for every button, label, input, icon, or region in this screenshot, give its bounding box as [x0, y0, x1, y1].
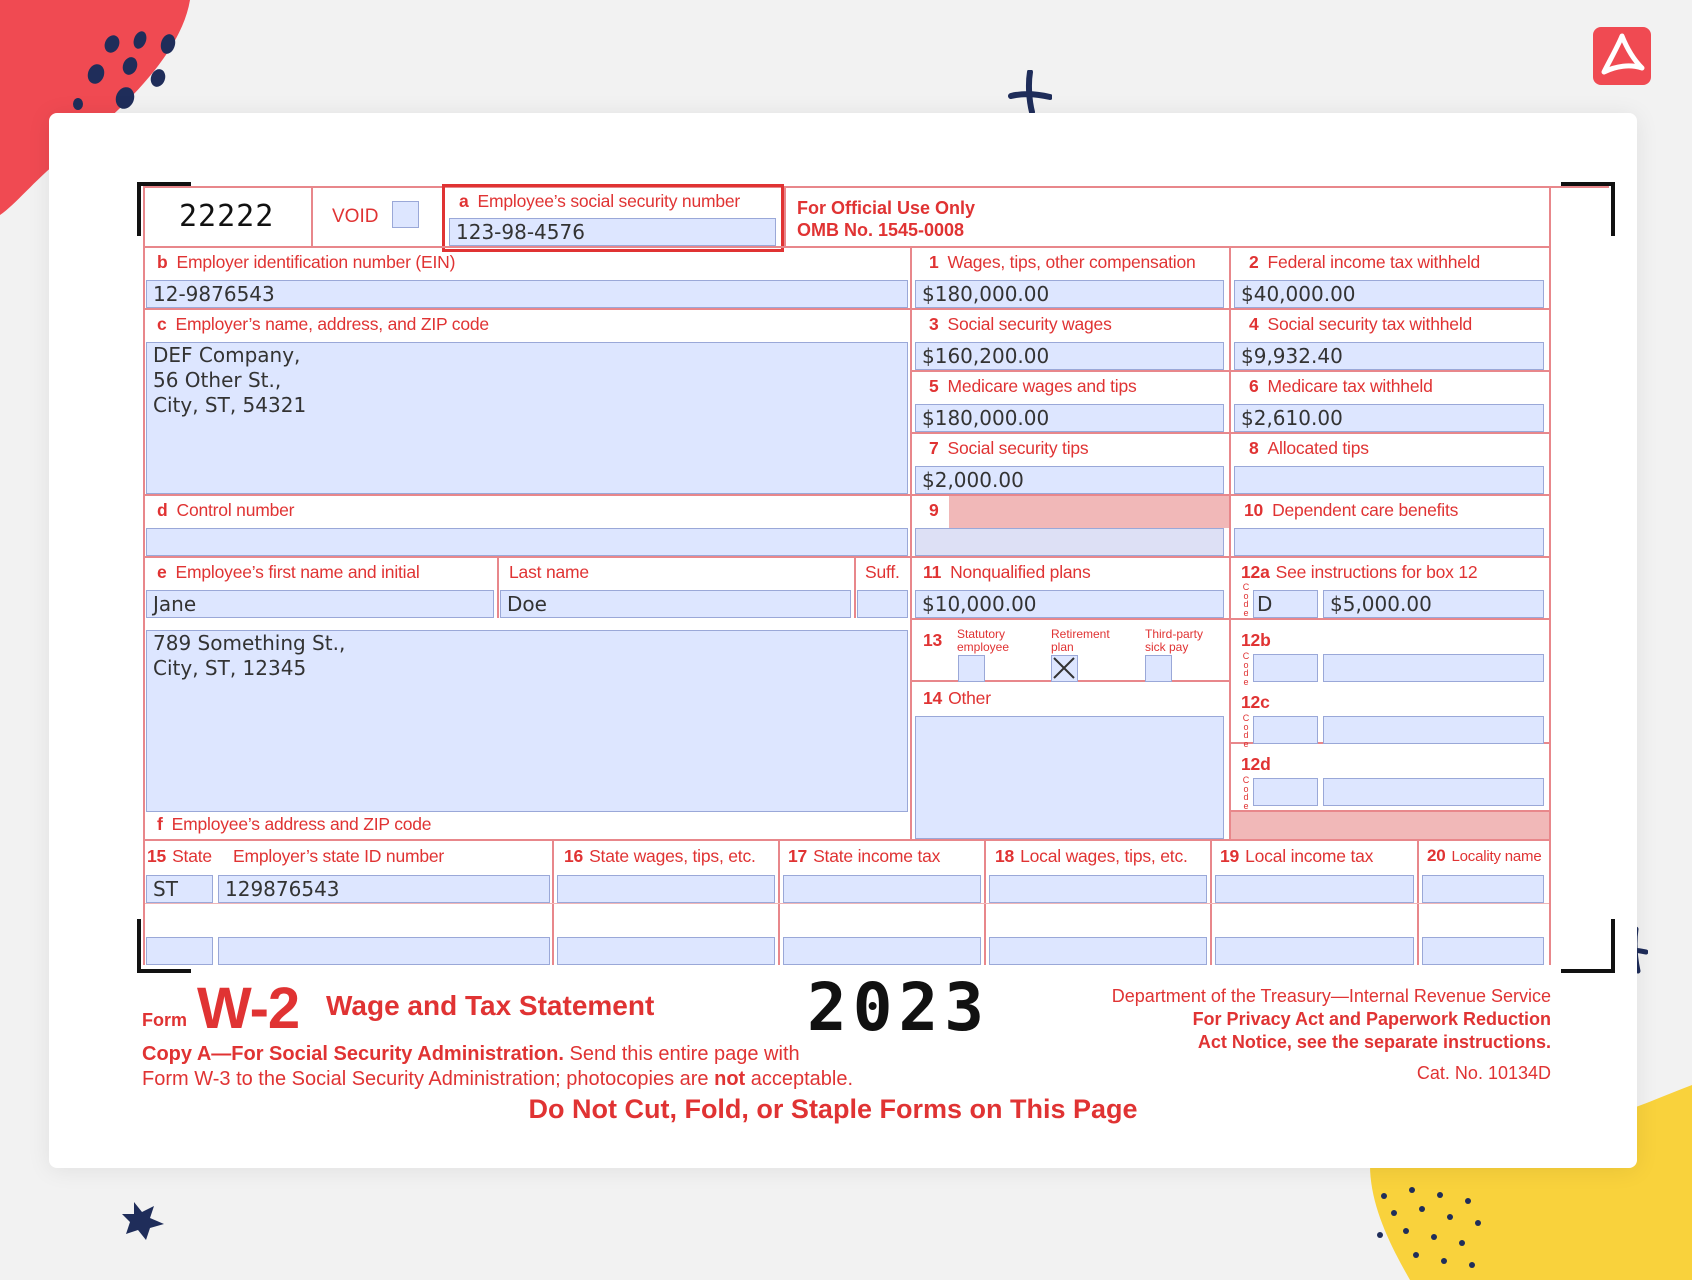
box7-label: 7 Social security tips [929, 438, 1089, 458]
ssn-input[interactable]: 123-98-4576 [449, 218, 776, 246]
box11-nonqualified-input[interactable]: $10,000.00 [915, 590, 1224, 618]
box12-shaded [1231, 812, 1549, 839]
box6-medicare-tax-input[interactable]: $2,610.00 [1234, 404, 1544, 432]
box9-shaded [949, 496, 1229, 528]
last-name-input[interactable]: Doe [500, 590, 851, 618]
official-use-text: For Official Use Only OMB No. 1545-0008 [797, 198, 976, 240]
box5-medicare-wages-input[interactable]: $180,000.00 [915, 404, 1224, 432]
box12b-label: 12b [1241, 630, 1271, 650]
box12a-amount-input[interactable]: $5,000.00 [1323, 590, 1544, 618]
box16-input-1[interactable] [557, 875, 775, 903]
box15-label: 15 State [147, 846, 212, 866]
box12c-amount-input[interactable] [1323, 716, 1544, 744]
form-title: Wage and Tax Statement [326, 990, 655, 1021]
box4-label: 4 Social security tax withheld [1249, 314, 1473, 334]
corner-mark-tr [1559, 182, 1615, 238]
pdf-app-icon [1590, 24, 1654, 88]
control-number-input[interactable] [146, 528, 908, 556]
box9-label: 9 [929, 500, 939, 520]
box1-label: 1 Wages, tips, other compensation [929, 252, 1196, 272]
do-not-cut-warning: Do Not Cut, Fold, or Staple Forms on This Page [528, 1094, 1138, 1124]
box1-wages-input[interactable]: $180,000.00 [915, 280, 1224, 308]
box12d-code-input[interactable] [1253, 778, 1318, 806]
box4-ss-tax-input[interactable]: $9,932.40 [1234, 342, 1544, 370]
void-checkbox[interactable] [392, 201, 419, 228]
box12d-code-caption: C o d e [1242, 775, 1250, 811]
treasury-block: Department of the Treasury—Internal Revenue Service For Privacy Act and Paperwork Reduction Act Notice, see the separate instructions. Cat. No. 10134D [1111, 986, 1551, 1083]
thirdparty-checkbox[interactable] [1145, 655, 1172, 682]
box16-input-2[interactable] [557, 937, 775, 965]
form-code: 22222 [179, 199, 275, 234]
box2-federal-tax-input[interactable]: $40,000.00 [1234, 280, 1544, 308]
tax-year: 2023 [807, 969, 990, 1046]
retirement-checkbox[interactable] [1051, 655, 1078, 682]
box12d-label: 12d [1241, 754, 1271, 774]
box12b-code-caption: C o d e [1242, 651, 1250, 687]
employer-label: c Employer’s name, address, and ZIP code [157, 314, 489, 334]
corner-mark-br [1559, 917, 1615, 973]
checked-x-icon [1052, 656, 1076, 680]
box12b-code-input[interactable] [1253, 654, 1318, 682]
copy-a-note: Copy A—For Social Security Administration. Send this entire page with Form W-3 to the Social Security Administration; photocopies are not acceptable. [142, 1043, 854, 1090]
form-name: W-2 [197, 976, 300, 1041]
last-name-label: Last name [509, 562, 589, 582]
box12b-amount-input[interactable] [1323, 654, 1544, 682]
box12c-label: 12c [1241, 692, 1270, 712]
box8-label: 8 Allocated tips [1249, 438, 1369, 458]
box10-dependent-care-input[interactable] [1234, 528, 1544, 556]
w2-form [49, 113, 1637, 1168]
box12a-code-caption: C o d e [1242, 582, 1250, 618]
employee-address-input[interactable]: 789 Something St., City, ST, 12345 [146, 630, 908, 812]
box17-input-2[interactable] [783, 937, 981, 965]
ein-label: b Employer identification number (EIN) [157, 252, 456, 272]
box7-ss-tips-input[interactable]: $2,000.00 [915, 466, 1224, 494]
state-input-2[interactable] [146, 937, 213, 965]
box19-label: 19 Local income tax [1220, 846, 1374, 866]
plus-decoration [1008, 70, 1052, 114]
box18-input-2[interactable] [989, 937, 1207, 965]
statutory-label: Statutory employee [957, 627, 1010, 654]
star-decoration [120, 1198, 170, 1242]
box12c-code-input[interactable] [1253, 716, 1318, 744]
ein-input[interactable]: 12-9876543 [146, 280, 908, 308]
box20-label: 20 Locality name [1427, 846, 1542, 865]
box11-label: 11 Nonqualified plans [923, 562, 1091, 582]
box5-label: 5 Medicare wages and tips [929, 376, 1137, 396]
box19-input-1[interactable] [1215, 875, 1414, 903]
box12c-code-caption: C o d e [1242, 713, 1250, 749]
suffix-input[interactable] [857, 590, 908, 618]
first-name-input[interactable]: Jane [146, 590, 494, 618]
box8-allocated-tips-input[interactable] [1234, 466, 1544, 494]
state-id-input-2[interactable] [218, 937, 550, 965]
box17-label: 17 State income tax [788, 846, 941, 866]
box6-label: 6 Medicare tax withheld [1249, 376, 1433, 396]
ssn-label: a Employee’s social security number [459, 191, 741, 211]
box18-label: 18 Local wages, tips, etc. [995, 846, 1188, 866]
box20-input-1[interactable] [1422, 875, 1544, 903]
state-input-1[interactable]: ST [146, 875, 213, 903]
box18-input-1[interactable] [989, 875, 1207, 903]
retirement-label: Retirement plan [1051, 627, 1110, 654]
box17-input-1[interactable] [783, 875, 981, 903]
void-label: VOID [332, 206, 379, 227]
form-word: Form [142, 1010, 187, 1030]
form-card [49, 113, 1637, 1168]
employee-address-label: f Employee’s address and ZIP code [157, 814, 432, 834]
box12a-label: 12a See instructions for box 12 [1241, 562, 1478, 582]
suffix-label: Suff. [865, 562, 900, 582]
box13-label: 13 [923, 630, 943, 650]
box2-label: 2 Federal income tax withheld [1249, 252, 1481, 272]
state-id-label: Employer’s state ID number [233, 846, 445, 866]
box10-label: 10 Dependent care benefits [1244, 500, 1459, 520]
employer-address-input[interactable]: DEF Company, 56 Other St., City, ST, 54321 [146, 342, 908, 494]
box3-label: 3 Social security wages [929, 314, 1112, 334]
box14-label: 14 Other [923, 688, 991, 708]
state-id-input-1[interactable]: 129876543 [218, 875, 550, 903]
box19-input-2[interactable] [1215, 937, 1414, 965]
box12a-code-input[interactable]: D [1253, 590, 1318, 618]
thirdparty-label: Third-party sick pay [1145, 627, 1204, 654]
control-number-label: d Control number [157, 500, 295, 520]
first-name-label: e Employee’s first name and initial [157, 562, 420, 582]
box9-input [915, 528, 1224, 556]
statutory-checkbox[interactable] [958, 655, 985, 682]
box16-label: 16 State wages, tips, etc. [564, 846, 756, 866]
box3-ss-wages-input[interactable]: $160,200.00 [915, 342, 1224, 370]
box14-other-input[interactable] [915, 716, 1224, 839]
box12d-amount-input[interactable] [1323, 778, 1544, 806]
box20-input-2[interactable] [1422, 937, 1544, 965]
